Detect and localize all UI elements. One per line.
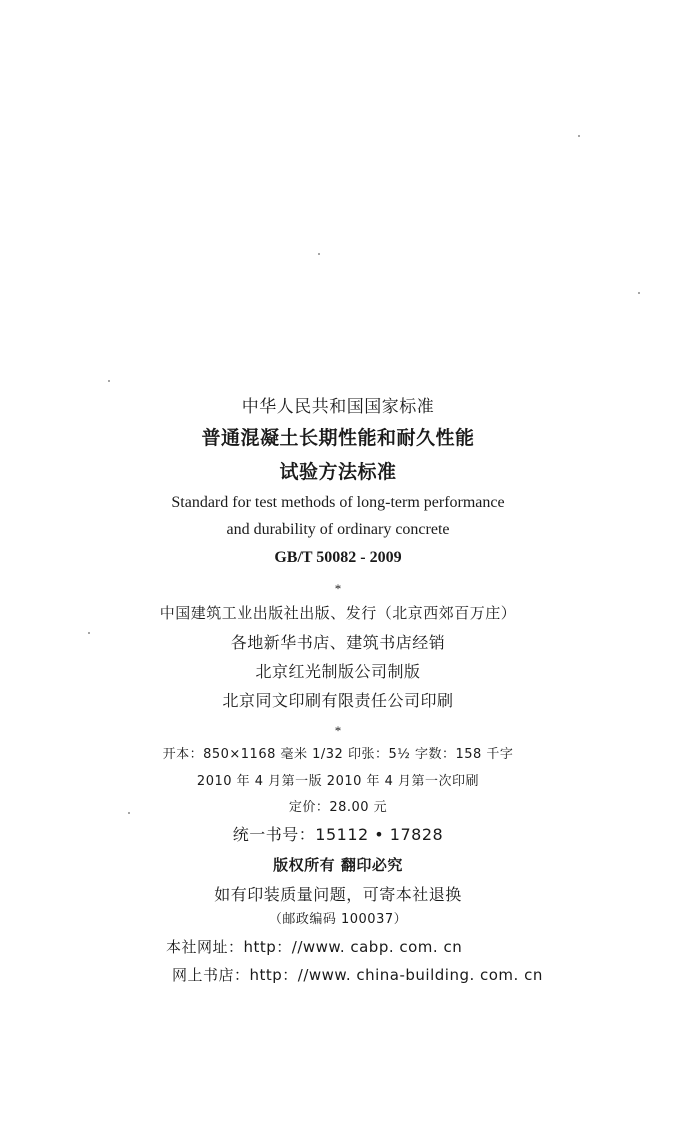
website-line: 本社网址：http：//www. cabp. com. cn: [166, 938, 463, 956]
separator-asterisk: *: [334, 723, 342, 738]
title-en-line2: and durability of ordinary concrete: [226, 521, 450, 538]
scan-speck: [108, 380, 110, 382]
postal-code: （邮政编码 100037）: [268, 912, 408, 927]
format-spec-line: 开本：850×1168 毫米 1/32 印张：5½ 字数：158 千字: [162, 747, 514, 762]
online-store-line: 网上书店：http：//www. china-building. com. cn: [172, 966, 543, 984]
typesetter-line: 北京红光制版公司制版: [255, 662, 421, 681]
separator-asterisk: *: [334, 581, 342, 596]
distributor-line: 各地新华书店、建筑书店经销: [230, 633, 446, 652]
rights-notice: 版权所有 翻印必究: [273, 856, 403, 874]
edition-info-line: 2010 年 4 月第一版 2010 年 4 月第一次印刷: [196, 774, 480, 789]
publisher-line: 中国建筑工业出版社出版、发行（北京西郊百万庄）: [159, 604, 517, 622]
title-en-line1: Standard for test methods of long-term performance: [171, 494, 505, 511]
standard-code: GB/T 50082 - 2009: [274, 549, 402, 566]
scan-speck: [638, 292, 640, 294]
standard-series: 中华人民共和国国家标准: [241, 397, 435, 417]
title-cn-line2: 试验方法标准: [279, 461, 397, 483]
return-notice: 如有印装质量问题，可寄本社退换: [214, 885, 462, 904]
scan-speck: [88, 632, 90, 634]
price-line: 定价：28.00 元: [288, 800, 388, 815]
unified-book-number: 统一书号：15112 • 17828: [232, 825, 444, 844]
printer-line: 北京同文印刷有限责任公司印刷: [222, 691, 454, 710]
scan-speck: [578, 135, 580, 137]
scan-speck: [318, 253, 320, 255]
title-cn-line1: 普通混凝土长期性能和耐久性能: [201, 427, 475, 449]
